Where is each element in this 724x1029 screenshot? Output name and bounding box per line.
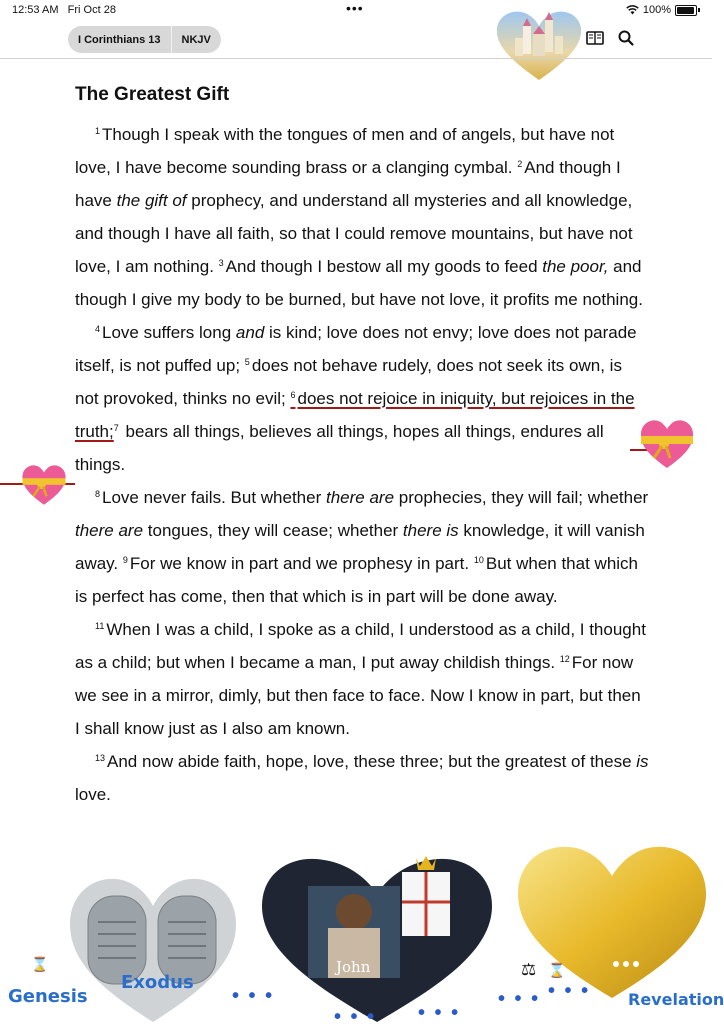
verse-number[interactable]: 3	[218, 258, 224, 268]
status-bar	[0, 0, 712, 22]
revelation-heart-image[interactable]	[514, 840, 710, 1000]
battery-icon	[675, 5, 697, 16]
verse-number[interactable]: 9	[122, 555, 128, 565]
paragraph-4: $^{11}$ When I was a child, I spoke as a child, I understood as a child, I thought as a child; but when I became a man, I put away childish things. $^{12}$ For now we see in a mirror, dimly, but then face to face. Now I know in part, but then I shall know just as I also am known.	[75, 620, 646, 738]
exodus-heart-image[interactable]	[66, 872, 240, 1024]
verse-number[interactable]: 13	[95, 753, 106, 763]
verse-number[interactable]: 5	[244, 357, 250, 367]
verse-number[interactable]: 2	[517, 159, 523, 169]
book-navigation	[0, 840, 724, 1028]
dots-icon: • • •	[232, 985, 275, 1007]
dots-icon: • • •	[498, 988, 541, 1010]
verse-number[interactable]: 11	[95, 621, 105, 631]
paragraph-3: $^8$ Love never fails. But whether there are prophecies, they will fail; whether there are tongues, they will cease; whether there is knowledge, it will vanish away. $^9$ For we know in part and we prophesy in part. $^{10}$ But when that which is perfect has come, then that which is in part will be done away.	[75, 488, 649, 606]
paragraph-5: $^{13}$ And now abide faith, hope, love, these three; but the greatest of these is love.	[75, 752, 649, 804]
book-icon[interactable]	[586, 31, 604, 45]
castle-heart-image	[493, 6, 585, 82]
verse-number[interactable]: 10	[473, 555, 484, 565]
verse-number[interactable]: 4	[95, 324, 101, 334]
verse-number[interactable]: 7	[113, 423, 119, 433]
version-button[interactable]: NKJV	[172, 26, 221, 53]
scales-icon: ⚖	[521, 960, 537, 979]
exodus-label[interactable]: Exodus	[121, 972, 194, 993]
john-label[interactable]: John	[336, 958, 371, 976]
paragraph-2: $^4$ Love suffers long and is kind; love does not envy; love does not parade itself, is not puffed up; $^5$ does not behave rudely, does not seek its own, is not provoked, thinks no evil; $^6$ does not rejoice in iniquity, but rejoices in the truth;$^7$ bears all things, believes all things, hopes all things, endures all things.	[75, 323, 637, 474]
status-right	[626, 4, 700, 16]
passage-toolbar	[68, 26, 221, 53]
genesis-label[interactable]: Genesis	[8, 986, 88, 1007]
hourglass-icon: ⌛	[31, 956, 49, 972]
battery-percent: 100%	[642, 4, 671, 16]
toolbar-divider	[0, 58, 712, 59]
dots-icon: • • •	[548, 980, 591, 1002]
verse-number[interactable]: 1	[95, 126, 101, 136]
highlighted-verse-6[interactable]: $^6$ does not rejoice in iniquity, but rejoices in the truth;	[75, 389, 635, 441]
section-title: The Greatest Gift	[75, 84, 230, 105]
dots-icon: • • •	[334, 1006, 377, 1028]
passage-content	[75, 84, 650, 811]
book-chapter-button[interactable]: I Corinthians 13	[68, 26, 172, 53]
toolbar-icons	[586, 30, 634, 46]
verse-number[interactable]: 8	[95, 489, 101, 499]
multitask-dots[interactable]: •••	[346, 0, 364, 16]
revelation-label[interactable]: Revelation	[628, 990, 724, 1009]
status-date: Fri Oct 28	[67, 4, 116, 16]
paragraph-1: $^1$ Though I speak with the tongues of men and of angels, but have not love, I have become sounding brass or a clanging cymbal. $^2$ And though I have the gift of prophecy, and understand all mysteries and all knowledge, and though I have all faith, so that I could remove mountains, but have not love, I am nothing. $^3$ And though I bestow all my goods to feed the poor, and though I give my body to be burned, but have not love, it profits me nothing.	[75, 125, 643, 309]
heart-bookmark-icon[interactable]	[638, 414, 696, 472]
verse-number[interactable]: 12	[559, 654, 570, 664]
verse-number[interactable]: 6	[290, 390, 296, 400]
status-time: 12:53 AM Fri Oct 28	[12, 4, 116, 16]
dots-icon: • • •	[418, 1002, 461, 1024]
wifi-icon	[626, 5, 639, 15]
john-heart-image[interactable]	[258, 852, 496, 1024]
search-icon[interactable]	[618, 30, 634, 46]
hourglass-icon: ⌛	[548, 962, 566, 978]
heart-bookmark-icon[interactable]	[20, 460, 68, 508]
